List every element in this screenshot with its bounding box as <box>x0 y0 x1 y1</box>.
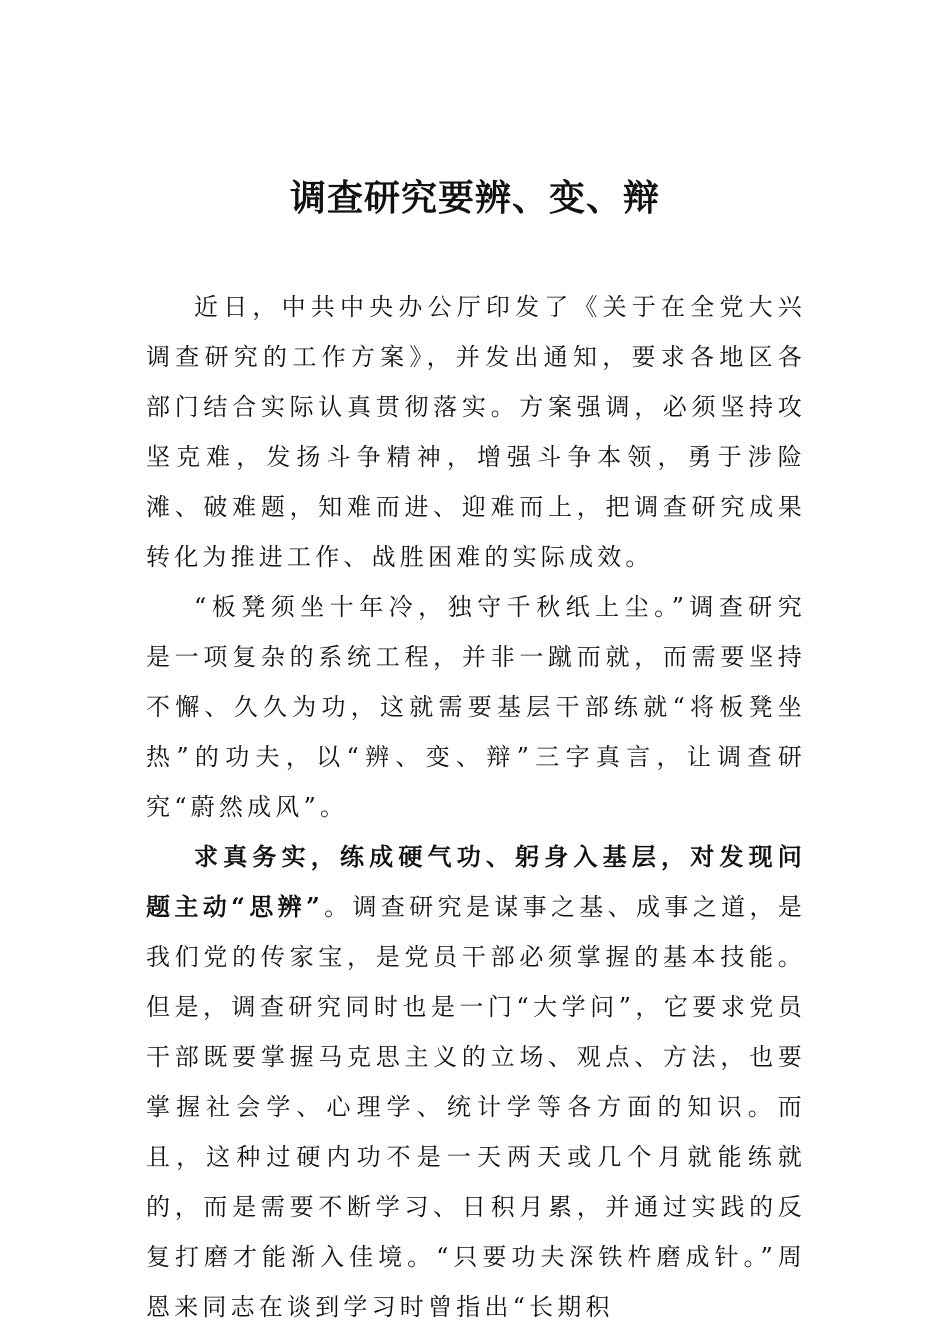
document-body <box>146 282 806 1332</box>
document-title: 调查研究要辨、变、辩 <box>289 177 660 219</box>
paragraph-2-text: “板凳须坐十年冷，独守千秋纸上尘。”调查研究是一项复杂的系统工程，并非一蹴而就，而需要坚持不懈、久久为功，这就需要基层干部练就“将板凳坐热”的功夫，以“辨、变、辩”三字真言，让调查研究“蔚然成风”。 <box>146 593 806 821</box>
paragraph-1 <box>146 282 806 582</box>
paragraph-1-text: 近日，中共中央办公厅印发了《关于在全党大兴调查研究的工作方案》，并发出通知，要求各地区各部门结合实际认真贯彻落实。方案强调，必须坚持攻坚克难，发扬斗争精神，增强斗争本领，勇于涉险滩、破难题，知难而进、迎难而上，把调查研究成果转化为推进工作、战胜困难的实际成效。 <box>146 293 806 571</box>
paragraph-2 <box>146 582 806 832</box>
paragraph-3 <box>146 832 806 1332</box>
paragraph-3-text: 。调查研究是谋事之基、成事之道，是我们党的传家宝，是党员干部必须掌握的基本技能。但是，调查研究同时也是一门“大学问”，它要求党员干部既要掌握马克思主义的立场、观点、方法，也要掌握社会学、心理学、统计学等各方面的知识。而且，这种过硬内功不是一天两天或几个月就能练就的，而是需要不断学习、日积月累，并通过实践的反复打磨才能渐入佳境。“只要功夫深铁杵磨成针。”周恩来同志在谈到学习时曾指出“长期积 <box>146 893 806 1321</box>
paragraph-3-heading: 求真务实，练成硬气功、躬身入基层，对发现问题主动“思辨” <box>146 842 806 921</box>
